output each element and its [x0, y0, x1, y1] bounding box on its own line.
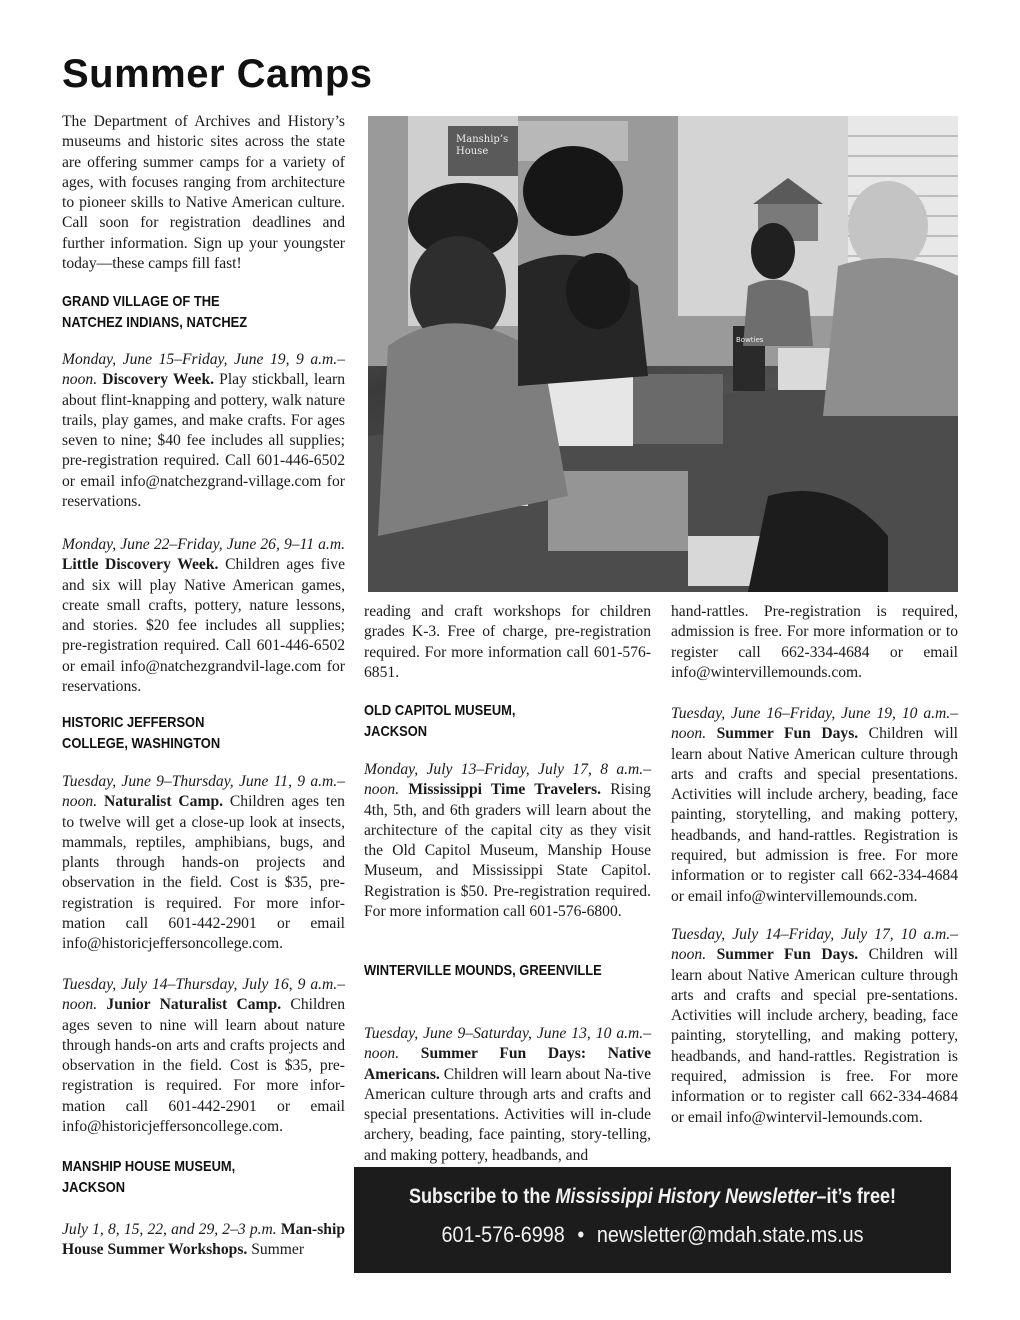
event-date: Tuesday, June 16–Friday, June 19, 10 a.m.–noon. [671, 705, 958, 743]
junior-naturalist-camp-entry [62, 975, 345, 1137]
native-americans-fun-days-entry [364, 1024, 651, 1166]
discovery-week-entry [62, 350, 345, 512]
event-date: July 1, 8, 15, 22, and 29, 2–3 p.m. [62, 1221, 277, 1238]
subscribe-contact [384, 1222, 921, 1248]
time-travelers-entry [364, 760, 651, 922]
manship-workshops-entry [62, 1220, 345, 1261]
heading-line: JACKSON [364, 723, 428, 740]
event-name: Junior Naturalist Camp. [106, 996, 282, 1014]
event-name: Man-ship House Summer Workshops. [62, 1221, 345, 1259]
manship-workshops-continued: reading and craft workshops for children grades K-3. Free of charge, pre-registration required. For more information call 601-576-6851. [364, 603, 651, 681]
subscribe-headline [396, 1185, 909, 1209]
native-americans-fun-days-continued: hand-rattles. Pre-registration is required, admission is free. For more information or to register call 662-334-4684 or email info@wintervillemounds.com. [671, 603, 958, 681]
subscribe-email[interactable]: newsletter@mdah.state.ms.us [596, 1222, 864, 1247]
page-title: Summer Camps [62, 52, 373, 96]
event-description: Children ages seven to nine will learn about nature through hands-on arts and crafts projects and observation in the field. Cost is $35, pre-registration is required. For more infor-mation call 601-442-2901 or email info@historicjeffersoncollege.com. [62, 996, 345, 1136]
event-description: Rising 4th, 5th, and 6th graders will learn about the architecture of the capital city as they visit the Old Capitol Museum, Manship House Museum, and Mississippi State Capitol. Registration is $50. Pre-registration required. For more information call 601-576-6800. [364, 781, 651, 921]
event-date: Monday, June 22–Friday, June 26, 9–11 a.m. [62, 536, 345, 553]
newsletter-name: Mississippi History Newsletter [555, 1185, 817, 1208]
subscribe-text: –it’s free! [816, 1185, 897, 1208]
event-name: Discovery Week. [102, 371, 215, 389]
june-fun-days-entry [671, 704, 958, 907]
july-fun-days-entry [671, 925, 958, 1128]
event-description: Summer [251, 1241, 305, 1259]
event-name: Little Discovery Week. [62, 556, 219, 574]
jefferson-college-heading [62, 712, 345, 754]
event-name: Summer Fun Days: Native Americans. [364, 1045, 651, 1083]
heading-line: GRAND VILLAGE OF THE [62, 293, 220, 310]
subscribe-banner [354, 1167, 951, 1273]
sign-line: House [456, 146, 489, 157]
event-description: Children will learn about Native American culture through arts and crafts and special pre-sentations. Activities will include archery, beading, face painting, storytelling, and making pottery, headbands, and hand-rattles. Registration is required, admission is free. For more information or to register call 662-334-4684 or email info@wintervil-lemounds.com. [671, 946, 958, 1126]
heading-line: NATCHEZ INDIANS, NATCHEZ [62, 314, 248, 331]
event-name: Mississippi Time Travelers. [408, 781, 602, 799]
event-date: Monday, June 15–Friday, June 19, 9 a.m.–noon. [62, 351, 345, 389]
event-date: Monday, July 13–Friday, July 17, 8 a.m.–noon. [364, 761, 651, 799]
event-name: Naturalist Camp. [103, 793, 224, 811]
event-description: Children will learn about Na-tive American culture through arts and crafts and special presentations. Activities will in-clude archery, beading, face painting, story-telling, and making pottery, headbands, and [364, 1065, 651, 1164]
bullet-separator: • [577, 1222, 585, 1247]
camp-photo [368, 116, 958, 592]
heading-line: COLLEGE, WASHINGTON [62, 735, 221, 752]
sign-line: Manship’s [456, 134, 509, 145]
event-date: Tuesday, June 9–Saturday, June 13, 10 a.m.–noon. [364, 1025, 651, 1063]
old-capitol-heading [364, 700, 651, 742]
event-date: Tuesday, July 14–Friday, July 17, 10 a.m.–noon. [671, 926, 958, 964]
heading-line: JACKSON [62, 1179, 126, 1196]
event-name: Summer Fun Days. [716, 725, 859, 743]
event-description: Children will learn about Native American culture through arts and crafts and special presentations. Activities will include archery, beading, face painting, storytelling, and making pottery, headbands, and hand-rattles. Registration is required, but admission is free. For more information or to register call 662-334-4684 or email info@wintervillemounds.com. [671, 725, 958, 905]
heading-line: MANSHIP HOUSE MUSEUM, [62, 1158, 236, 1175]
box-label: Bowties [736, 336, 764, 344]
event-name: Summer Fun Days. [716, 946, 859, 964]
event-description: Children ages ten to twelve will get a close-up look at insects, mammals, reptiles, amphibians, bugs, and plants through hands-on projects and observation in the field. Cost is $35, pre-registration is required. For more infor-mation call 601-442-2901 or email info@historicjeffersoncollege.com. [62, 793, 345, 953]
intro-paragraph: The Department of Archives and History’s museums and historic sites across the state are offering summer camps for a variety of ages, with focuses ranging from architecture to pioneer skills to Native American culture. Call soon for registration deadlines and further information. Sign up your youngster today—these camps fill fast! [62, 113, 345, 273]
little-discovery-week-entry [62, 535, 345, 697]
subscribe-text: Subscribe to the [408, 1185, 556, 1208]
heading-line: OLD CAPITOL MUSEUM, [364, 702, 516, 719]
grand-village-heading [62, 291, 345, 333]
event-date: Tuesday, June 9–Thursday, June 11, 9 a.m.–noon. [62, 773, 345, 811]
heading-line: HISTORIC JEFFERSON [62, 714, 205, 731]
subscribe-phone[interactable]: 601-576-6998 [441, 1222, 565, 1247]
winterville-heading [364, 960, 651, 981]
wall-sign [456, 134, 508, 158]
naturalist-camp-entry [62, 772, 345, 955]
heading-line: WINTERVILLE MOUNDS, GREENVILLE [364, 962, 602, 979]
event-date: Tuesday, July 14–Thursday, July 16, 9 a.m.–noon. [62, 976, 345, 1014]
manship-house-heading [62, 1156, 345, 1198]
event-description: Children ages five and six will play Native American games, create small crafts, pottery, nature lessons, and stories. $20 fee includes all supplies; pre-registration required. Call 601-446-6502 or email info@natchezgrandvil-lage.com for reservations. [62, 556, 345, 696]
event-description: Play stickball, learn about flint-knapping and pottery, walk nature trails, play games, and make crafts. For ages seven to nine; $40 fee includes all supplies; pre-registration required. Call 601-446-6502 or email info@natchezgrand-village.com for reservations. [62, 371, 345, 511]
